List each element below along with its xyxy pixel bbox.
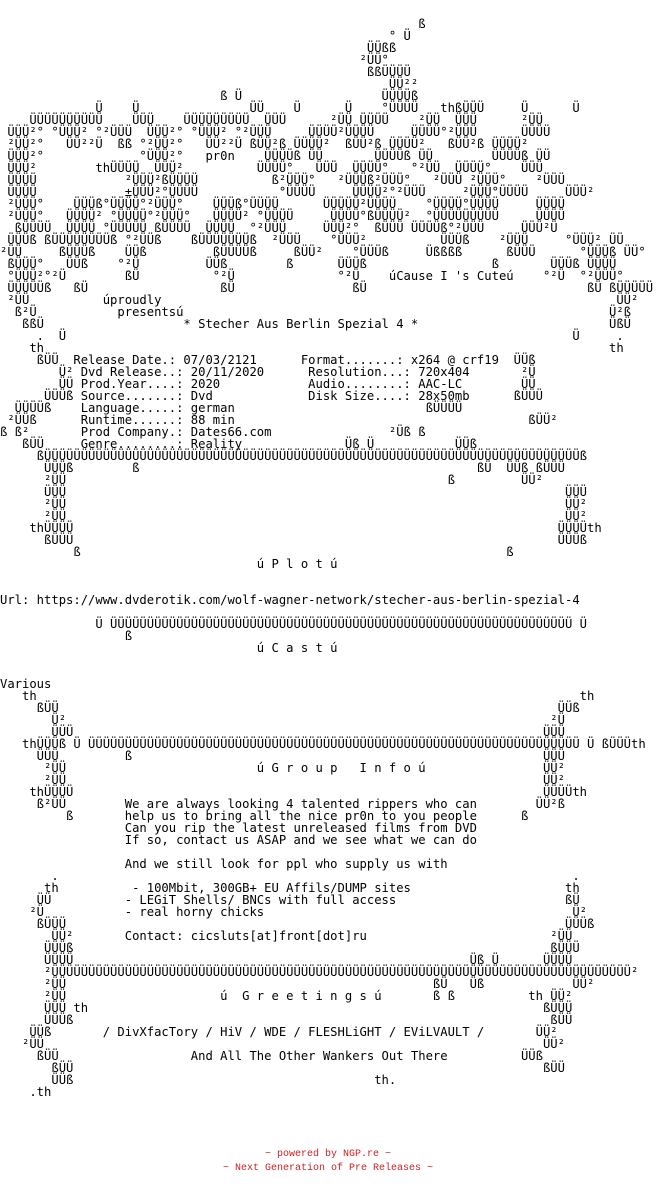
next-generation-link[interactable]: ~ Next Generation of Pre Releases ~: [222, 1163, 434, 1174]
powered-by-link[interactable]: ~ powered by NGP.re ~: [264, 1149, 392, 1160]
footer: [0, 1148, 656, 1176]
nfo-ascii-text: ß ° Ü ÜÜßß ²ÜÜ° ßßÜÜÜÜ ÜÜ²² ß Ü ÜÜÜÜß Ü Ü ÜÜ Ü Ü °ÜÜÜÜ thßÜÜÜ Ü Ü ÜÜÜÜÜÜÜÜÜÜ ÜÜÜ ÜÜÜÜÜÜÜÜÜ ÜÜÜ ²ÜÜ ÜÜÜÜ ²ÜÜ ÜÜÜ ²ÜÜ ÜÜÜ²° °ÜÜÜ² °²ÜÜÜ ÜÜÜ²° °ÜÜÜ² °²ÜÜÜ ÜÜÜÜ²ÜÜÜÜ ÜÜÜÜ°²ÜÜÜ ÜÜÜÜ ²ÜÜ²° ÜÜ²²Ü ßß °²ÜÜ²° ÜÜ²²Ü ßÜÜ²ß ÜÜÜÜ² ßÜÜ²ß ÜÜÜÜ² ßÜÜ²ß ÜÜÜÜ² ÜÜÜ²° °ÜÜÜ²° pr0n ÜÜÜÜß ÜÜ ÜÜÜÜß ÜÜ ÜÜÜÜß ÜÜ ÜÜÜ² thÜÜÜÜ ÜÜÜ² ÜÜÜÜ° ÜÜÜ ÜÜÜÜ° °²ÜÜ ÜÜÜÜ° ÜÜÜ ÜÜÜÜ ²ÜÜÜ²ßÜÜÜÜ ß²ÜÜÜ° ²ÜÜÜß²ÜÜÜ° ²ÜÜÜ ²ÜÜÜ° ²ÜÜÜ ÜÜÜÜ ±ÜÜÜ²°ÜÜÜÜ °ÜÜÜÜ ÜÜÜÜ²°²ÜÜÜ ²ÜÜÜ°ÜÜÜÜ ÜÜÜ² ²ÜÜÜ° ÜÜÜß°ÜÜÜÜ°²ÜÜÜ° ÜÜÜß°ÜÜÜÜ ÜÜÜÜÜ²ÜÜÜÜ °ÜÜÜÜ°ÜÜÜÜ ÜÜÜÜ ²ÜÜÜ° ÜÜÜÜ² °ÜÜÜÜ°²ÜÜÜ° ÜÜÜÜ² °ÜÜÜÜ ÜÜÜÜ°ßÜÜÜÜ² °ÜÜÜÜÜÜÜÜÜ ÜÜÜÜ ßÜÜÜÜ ÜÜÜÜ °ÜÜÜÜÜ ßÜÜÜÜ ÜÜÜÜ °²ÜÜÜ ÜÜÜ²° ßÜÜÜ ÜÜÜÜß°²ÜÜÜ ÜÜÜ²Ü ÜÜÜß ßÜÜÜÜÜÜÜÜß °²ÜÜß ßÜÜÜÜÜÜÜß ²ÜÜÜ °ÜÜÜ² ÜÜÜß ²ÜÜÜ °ÜÜÜ² ÜÜ ²ÜÜ ßÜÜÜß ÜÜß ßÜÜÜÜß ßÜÜ² °ÜÜÜß Üßßßß ßÜÜÜ °ÜÜÜß ÜÜ° ßÜÜÜ° ÜÜß °²Ü ÜÜß ß ÜÜÜß ß ÜÜÜß ÜÜÜÜ °ÜÜÜ²°²Ü ßÜ °²Ü °²Ü úCause I 's Cuteú °²Ü °²ÜÜÜ° ÜÜÜÜÜß ßÜ ßÜ ßÜ ßÜ ßÜÜÜÜÜ ²ÜÜ úproudly ÜÜ² ß²Ü presentsú Ü²ß ßßÜ * Stecher Aus Berlin Spezial 4 * ÜßÜ . Ü Ü . th th ßÜÜ Release Date.: 07/03/2121 Format.......: x264 @ crf19 ÜÜß Ü² Dvd Release..: 20/11/2020 Resolution...: 720x404 ²Ü ÜÜ Prod.Year....: 2020 Audio........: AAC-LC ÜÜ ÜÜÜß Source.......: Dvd Disk Size....: 28x50mb ßÜÜÜ ÜÜÜÜß Language.....: german ßÜÜÜÜ ²ÜÜß Runtime......: 88 min ßÜÜ² ß ß² Prod Company.: Dates66.com ²Üß ß ßÜÜ Genre........: Reality Üß Ü ÜÜß ßÜÜÜÜÜÜÜÜÜÜÜÜÜÜÜÜÜÜÜÜÜÜÜÜÜÜÜÜÜÜÜÜÜÜÜÜÜÜÜÜÜÜÜÜÜÜÜÜÜÜÜÜÜÜÜÜÜÜÜÜÜÜÜÜÜÜÜÜÜÜÜÜÜß ÜÜÜß ß ßÜ ÜÜß ßÜÜÜ ²ÜÜ ß ÜÜ² ÜÜÜ ÜÜÜ ²ÜÜ ÜÜ² ²ÜÜ ÜÜ² thÜÜÜÜ ÜÜÜÜth ßÜÜÜ ÜÜÜß ß ß ú P l o t ú Url: https://www.dvderotik.com/wolf-wagner-network/stecher-aus-berlin-spezial-4 Ü ÜÜÜÜÜÜÜÜÜÜÜÜÜÜÜÜÜÜÜÜÜÜÜÜÜÜÜÜÜÜÜÜÜÜÜÜÜÜÜÜÜÜÜÜÜÜÜÜÜÜÜÜÜÜÜÜÜÜÜÜÜÜÜ Ü ß ú C a s t ú Various th th ßÜÜ ÜÜß Ü² ²Ü ÜÜÜ ÜÜÜ thÜÜÜß Ü ÜÜÜÜÜÜÜÜÜÜÜÜÜÜÜÜÜÜÜÜÜÜÜÜÜÜÜÜÜÜÜÜÜÜÜÜÜÜÜÜÜÜÜÜÜÜÜÜÜÜÜÜÜÜÜÜÜÜÜÜÜÜÜÜÜÜÜ Ü ßÜÜÜth ÜÜÜ ß ÜÜÜ ²ÜÜ ú G r o u p I n f o ú ÜÜ² ²ÜÜ ÜÜ² thÜÜÜÜ ÜÜÜÜth ß²ÜÜ We are always looking 4 talented rippers who can ÜÜ²ß ß help us to bring all the nice pr0n to you people ß Can you rip the latest unreleased films from DVD If so, contact us ASAP and we see what we can do And we still look for ppl who supply us with . . th - 100Mbit, 300GB+ EU Affils/DUMP sites th ÜÜ - LEGiT Shells/ BNCs with full access ßÜ ²Ü - real horny chicks Ü² ßÜÜÜ ÜÜÜß ÜÜ² Contact: cicsluts[at]front[dot]ru ²ÜÜ ÜÜÜß ßÜÜÜ ÜÜÜÜ Üß Ü ÜÜÜÜ ²ÜÜÜÜÜÜÜÜÜÜÜÜÜÜÜÜÜÜÜÜÜÜÜÜÜÜÜÜÜÜÜÜÜÜÜÜÜÜÜÜÜÜÜÜÜÜÜÜÜÜÜÜÜÜÜÜÜÜÜÜÜÜÜÜÜÜÜÜÜÜÜÜÜÜÜÜÜÜÜ² ²ÜÜ ßÜ Üß ÜÜ² ²ÜÜ ú G r e e t i n g s ú ß ß th ÜÜ² ÜÜÜ th ßÜÜÜ ÜÜÜß ßÜÜ ÜÜß / DivXfacTory / HiV / WDE / FLESHLiGHT / EViLVAULT / ÜÜ² ²ÜÜ ÜÜ² ßÜÜ And All The Other Wankers Out There ÜÜß ßÜÜ ßÜÜ ÜÜß th. .th: [0, 18, 654, 1098]
